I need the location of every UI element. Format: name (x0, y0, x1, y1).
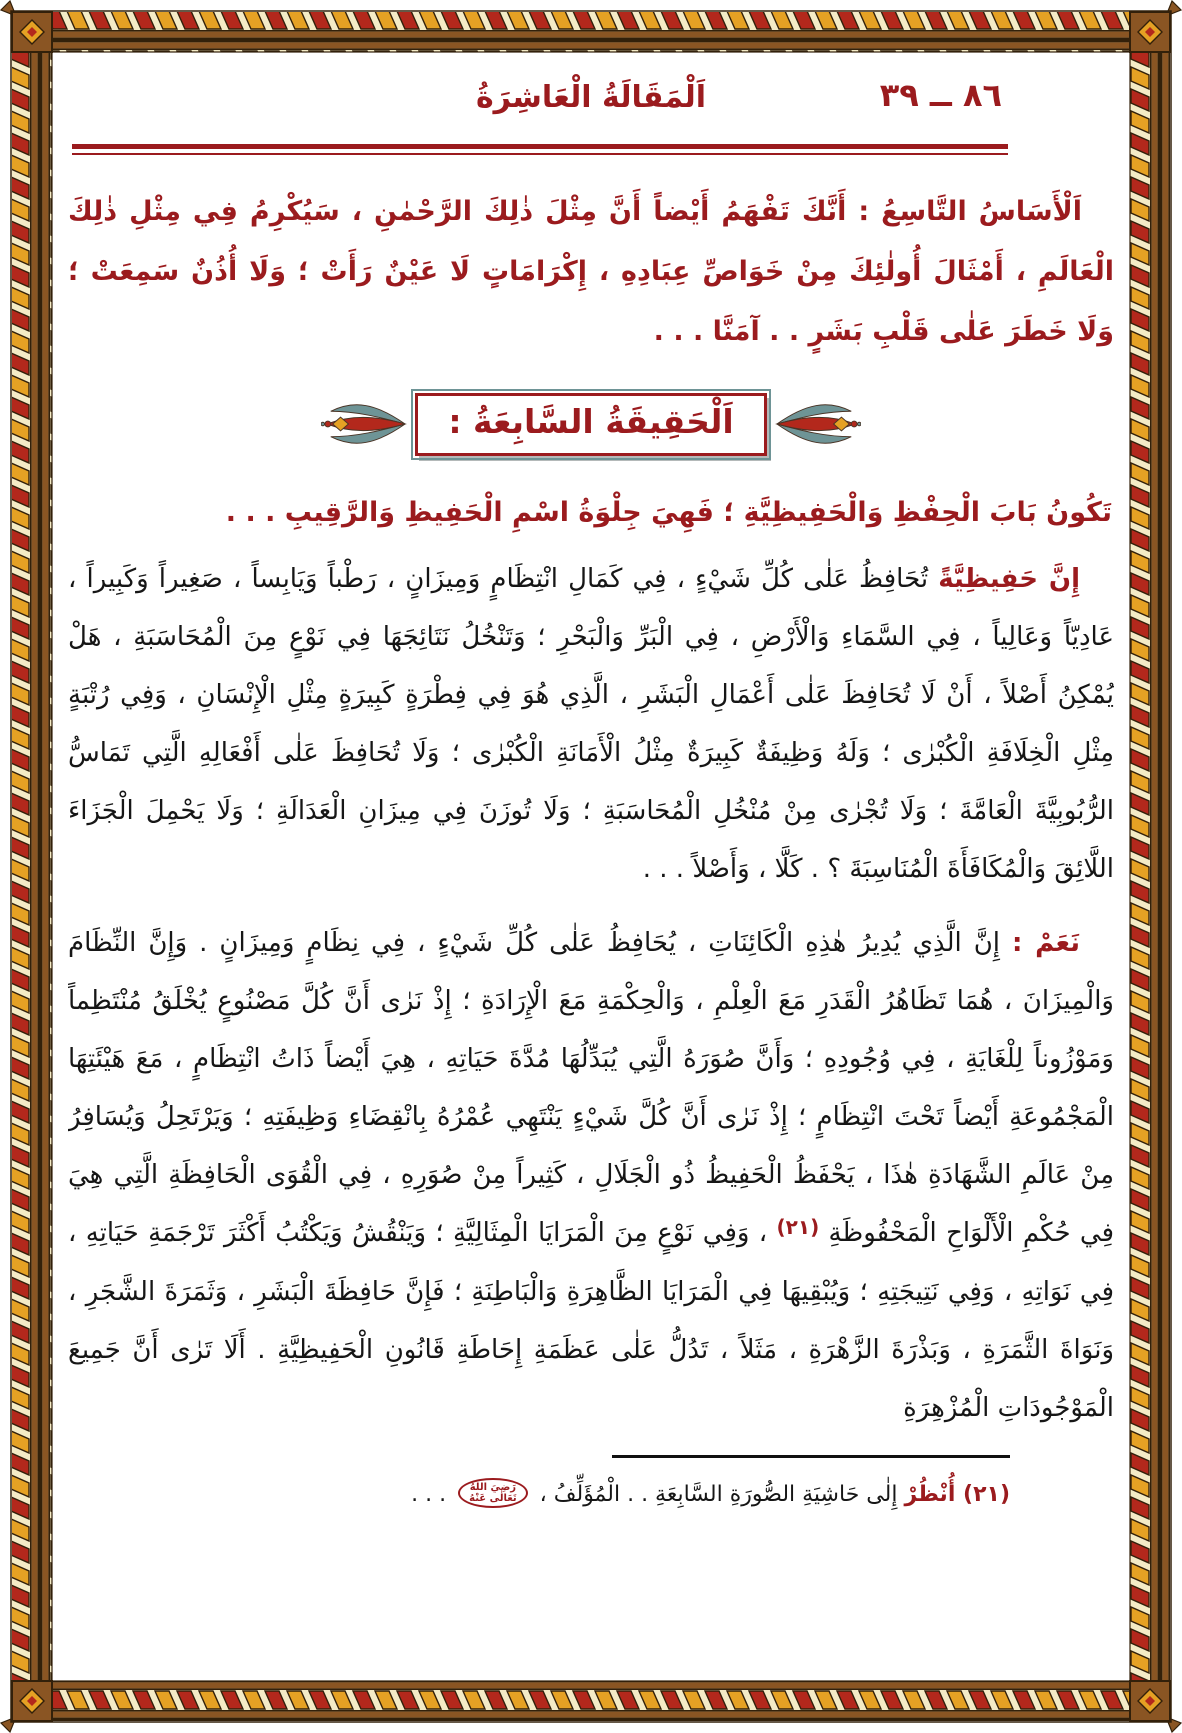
footnote-marker: (٢١) (963, 1482, 1010, 1507)
section-subtitle: تَكُونُ بَابَ الْحِفْظِ وَالْحَفِيظِيَّةِ ؛ فَهِيَ جِلْوَةُ اسْمِ الْحَفِيظِ وَالرَّقِيبِ . . . (225, 497, 1112, 528)
section-heading (68, 374, 1114, 474)
footnote-lead: أُنْظُرْ (904, 1482, 964, 1507)
paragraph-text: إِنَّ الَّذِي يُدِيرُ هٰذِهِ الْكَائِنَاتِ ، يُحَافِظُ عَلٰى كُلِّ شَيْءٍ ، فِي نِظَامٍ وَمِيزَانٍ . وَإِنَّ النِّظَامَ وَالْمِيزَانَ ، هُمَا تَظَاهُرُ الْقَدَرِ مَعَ الْعِلْمِ ، وَالْحِكْمَةِ مَعَ الْإِرَادَةِ ؛ إِذْ نَرٰى أَنَّ كُلَّ مَصْنُوعٍ يُخْلَقُ مُنْتَظِماً وَمَوْزُوناً لِلْغَايَةِ ، فِي وُجُودِهِ ؛ وَأَنَّ صُوَرَهُ الَّتِي يُبَدِّلُهَا مُدَّةَ حَيَاتِهِ ، هِيَ أَيْضاً ذَاتُ انْتِظَامٍ ، مَعَ هَيْئَتِهَا الْمَجْمُوعَةِ أَيْضاً تَحْتَ انْتِظَامٍ ؛ إِذْ نَرٰى أَنَّ كُلَّ شَيْءٍ يَنْتَهِي عُمْرُهُ بِانْقِضَاءِ وَظِيفَتِهِ ؛ وَيَرْتَحِلُ وَيُسَافِرُ مِنْ عَالَمِ الشَّهَادَةِ هٰذَا ، يَحْفَظُ الْحَفِيظُ ذُو الْجَلَالِ ، كَثِيراً مِنْ صُوَرِهِ ، فِي الْقُوَى الْحَافِظَةِ الَّتِي هِيَ فِي حُكْمِ الْأَلْوَاحِ الْمَحْفُوظَةِ (68, 928, 1114, 1248)
footnote-separator (612, 1455, 1010, 1458)
paragraph-lead: نَعَمْ : (1012, 928, 1080, 958)
paragraph-text: تُحَافِظُ عَلٰى كُلِّ شَيْءٍ ، فِي كَمَالِ انْتِظَامٍ وَمِيزَانٍ ، رَطْباً وَيَابِساً ، صَغِيراً وَكَبِيراً ، عَادِيّاً وَعَالِياً ، فِي السَّمَاءِ وَالْأَرْضِ ، فِي الْبَرِّ وَالْبَحْرِ ؛ وَتَنْخُلُ نَتَائِجَهَا فِي نَوْعٍ مِنَ الْمُحَاسَبَةِ ، هَلْ يُمْكِنُ أَصْلاً ، أَنْ لَا تُحَافِظَ عَلٰى أَعْمَالِ الْبَشَرِ ، الَّذِي هُوَ فِي فِطْرَةٍ كَبِيرَةٍ مِثْلِ الْإِنْسَانِ ، وَفِي رُتْبَةٍ مِثْلِ الْخِلَافَةِ الْكُبْرٰى ؛ وَلَهُ وَظِيفَةٌ كَبِيرَةٌ مِثْلُ الْأَمَانَةِ الْكُبْرٰى ؛ وَلَا تُحَافِظَ عَلٰى أَفْعَالِهِ الَّتِي تَمَاسُّ الرُّبُوبِيَّةَ الْعَامَّةَ ؛ وَلَا تُجْرٰى مِنْ مُنْخُلِ الْمُحَاسَبَةِ ؛ وَلَا تُوزَنَ فِي مِيزَانِ الْعَدَالَةِ ؛ وَلَا يَحْمِلَ الْجَزَاءَ اللَّائِقَ وَالْمُكَافَأَةَ الْمُنَاسِبَةَ ؟ . كَلَّا ، وَأَصْلاً . . . (68, 564, 1114, 884)
paragraph-text: ، وَفِي نَوْعٍ مِنَ الْمَرَايَا الْمِثَالِيَّةِ ؛ وَيَنْقُشُ وَيَكْتُبُ أَكْثَرَ تَرْجَمَةِ حَيَاتِهِ ، فِي نَوَاتِهِ ، وَفِي نَتِيجَتِهِ ؛ وَيُبْقِيهَا فِي الْمَرَايَا الظَّاهِرَةِ وَالْبَاطِنَةِ ؛ فَإِنَّ حَافِظَةَ الْبَشَرِ ، وَثَمَرَةَ الشَّجَرِ ، وَنَوَاةَ الثَّمَرَةِ ، وَبَذْرَةَ الزَّهْرَةِ ، مَثَلاً ، تَدُلُّ عَلٰى عَظَمَةِ إِحَاطَةِ قَانُونِ الْحَفِيظِيَّةِ . أَلَا تَرٰى أَنَّ جَمِيعَ الْمَوْجُودَاتِ الْمُزْهِرَةِ (68, 1218, 1114, 1423)
footnote (68, 1472, 1010, 1518)
section-box (415, 393, 766, 456)
seal-text-top: رَضِيَ اللهُ (469, 1482, 517, 1493)
header-rule (72, 144, 1008, 155)
author-seal-icon (458, 1478, 528, 1508)
body-paragraph-2 (68, 914, 1114, 1437)
body-paragraph-1 (68, 550, 1114, 898)
page-title: اَلْمَقَالَةُ الْعَاشِرَةُ (475, 80, 707, 115)
page-header (68, 54, 1114, 166)
footnote-text: إِلٰى حَاشِيَةِ الصُّورَةِ السَّابِعَةِ . . الْمُؤَلِّفُ ، (532, 1482, 905, 1507)
page-content (68, 54, 1114, 1679)
floral-ornament-left-icon (321, 387, 409, 461)
seal-text-bottom: تَعَالٰى عَنْهُ (469, 1493, 517, 1504)
intro-paragraph: اَلْأَسَاسُ التَّاسِعُ : أَنَّكَ تَفْهَمُ أَيْضاً أَنَّ مِثْلَ ذٰلِكَ الرَّحْمٰنِ ، سَيُكْرِمُ فِي مِثْلِ ذٰلِكَ الْعَالَمِ ، أَمْثَالَ أُولٰئِكَ مِنْ خَوَاصِّ عِبَادِهِ ، إِكْرَامَاتٍ لَا عَيْنٌ رَأَتْ ؛ وَلَا أُذُنٌ سَمِعَتْ ؛ وَلَا خَطَرَ عَلٰى قَلْبِ بَشَرٍ . . آمَنَّا . . . (68, 196, 1114, 347)
footnote-trailing: . . . (411, 1482, 454, 1507)
page-number: ٨٦ ــ ٣٩ (879, 76, 1002, 114)
paragraph-lead: إِنَّ حَفِيظِيَّةً (938, 564, 1080, 594)
header-rule-thin (72, 153, 1008, 155)
footnote-ref-marker: (٢١) (776, 1215, 820, 1239)
header-rule-thick (72, 144, 1008, 149)
section-box-title: اَلْحَقِيقَةُ السَّابِعَةُ : (448, 401, 734, 441)
floral-ornament-right-icon (773, 387, 861, 461)
